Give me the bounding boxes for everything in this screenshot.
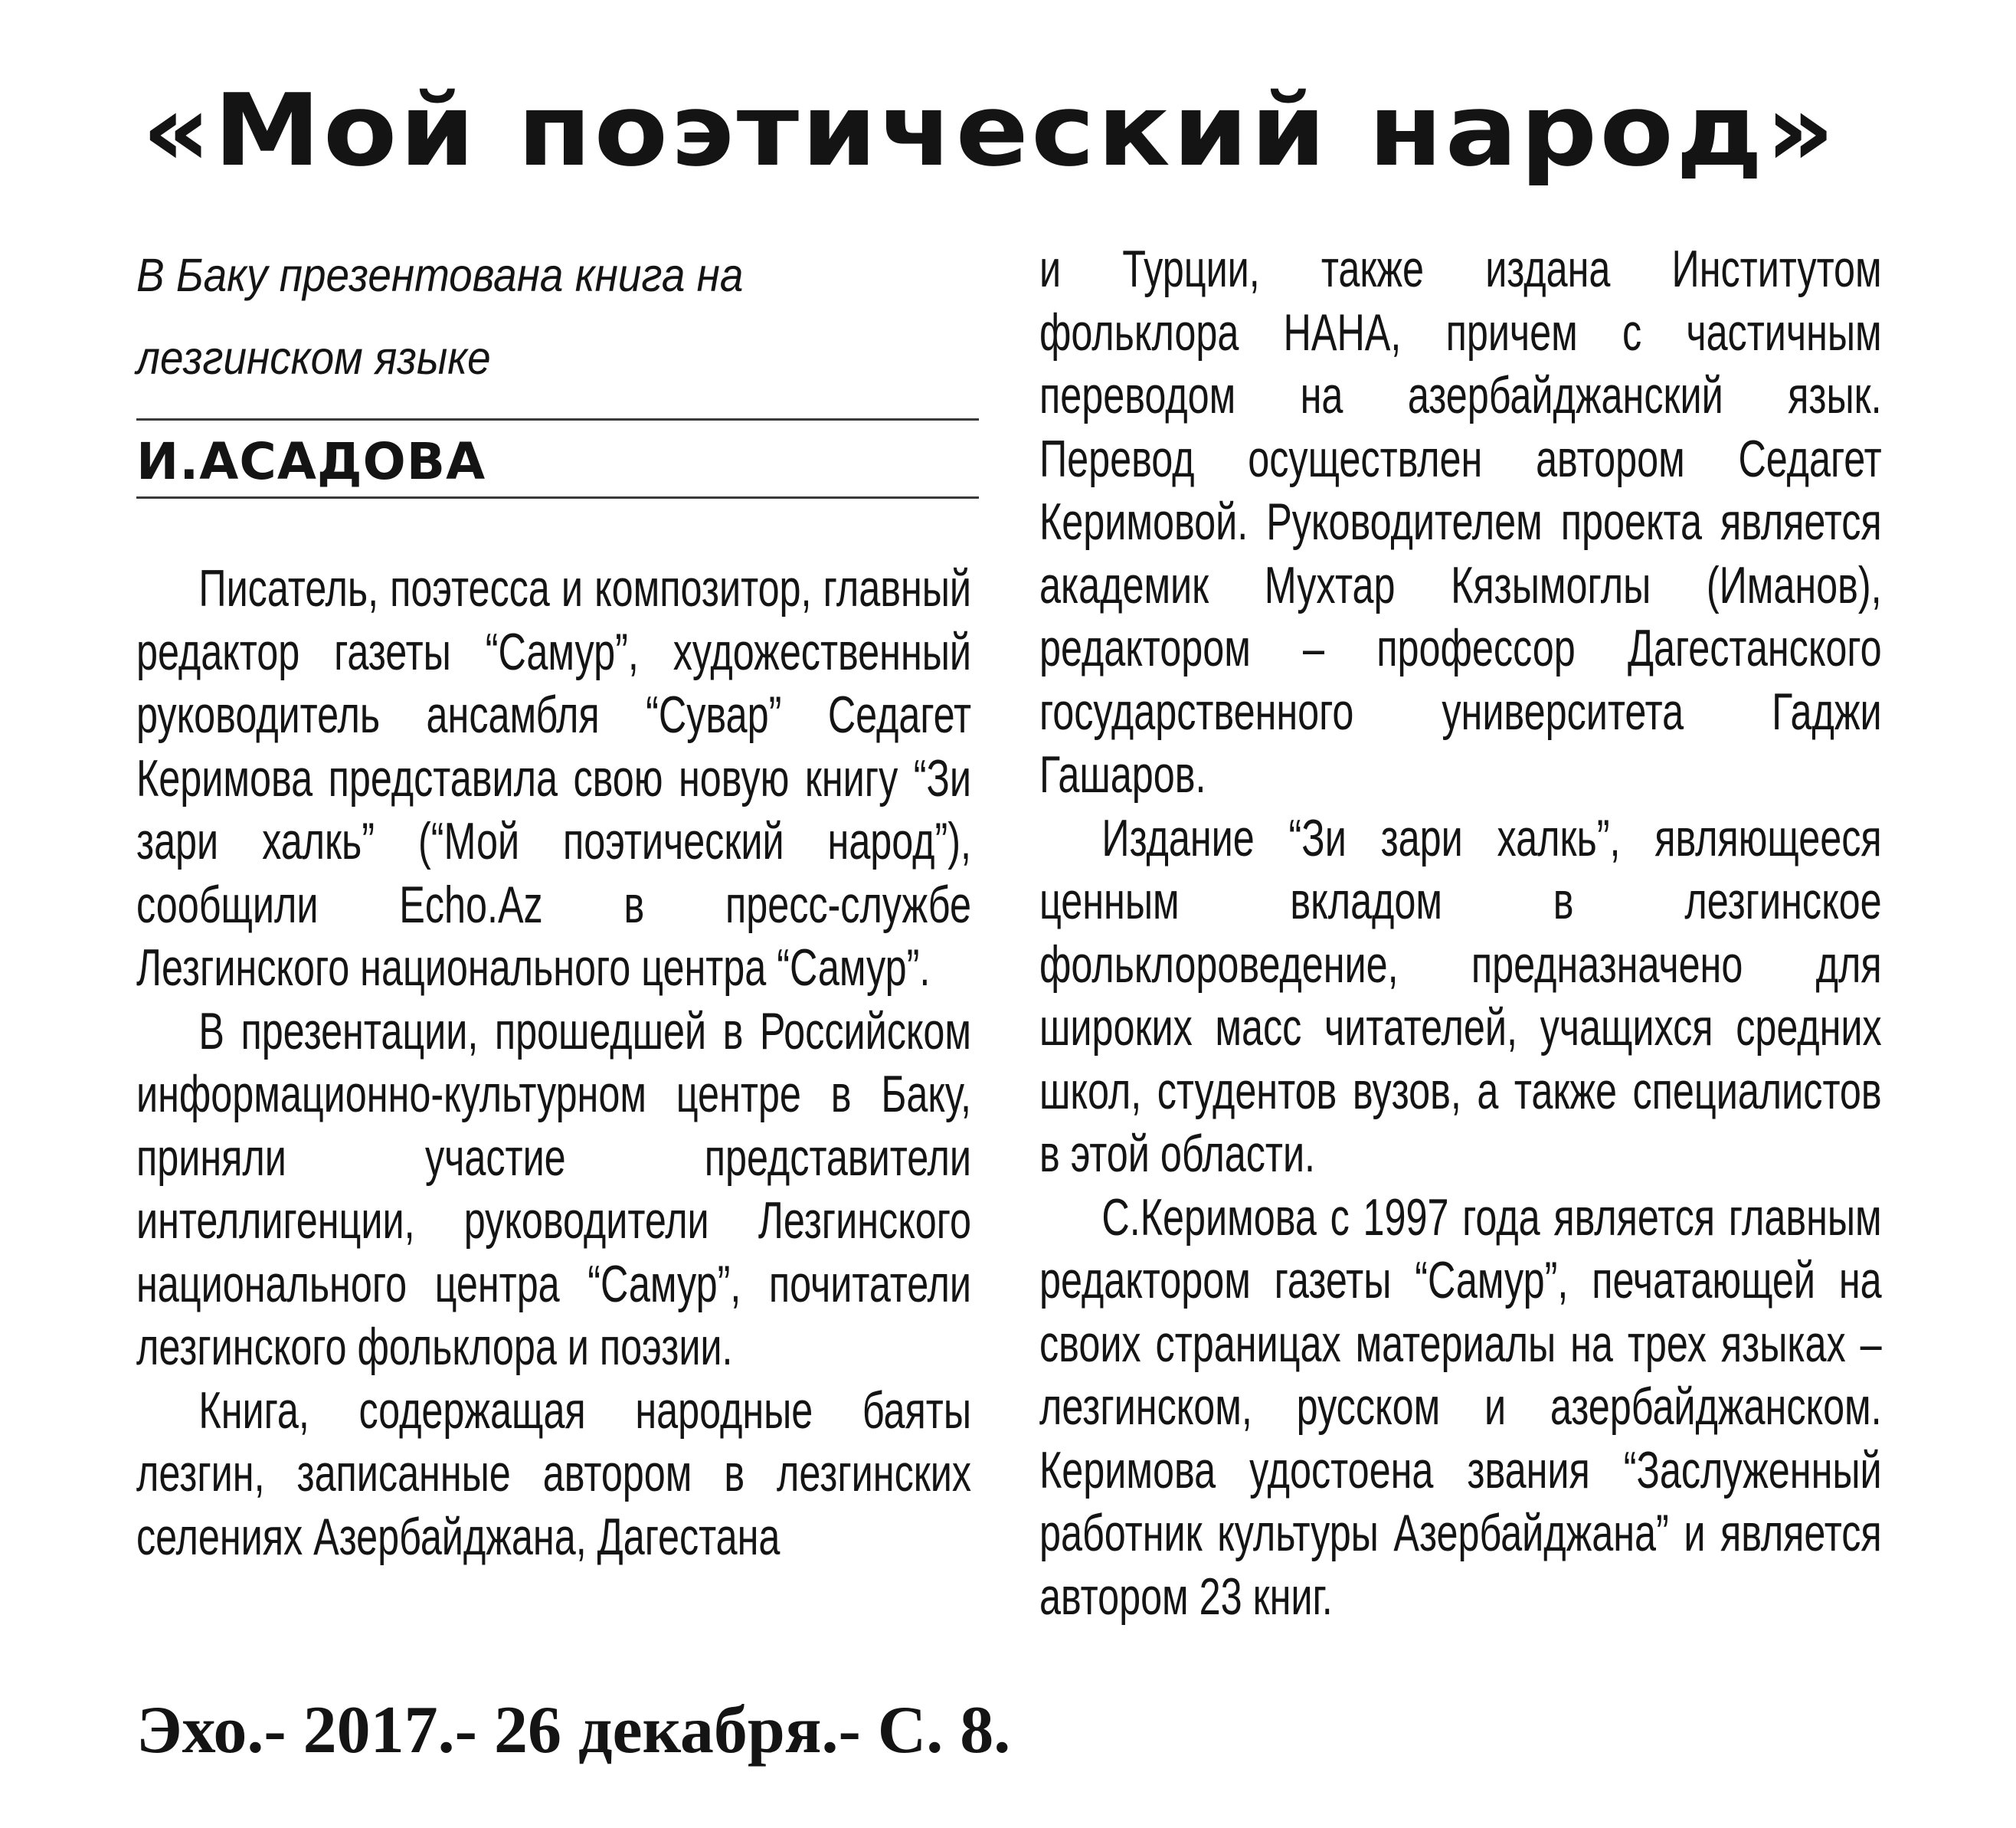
article-paragraph: Писатель, поэтесса и композитор, главный редактор газеты “Самур”, художественный руководитель ансамбля “Сувар” Седагет Керимова представила свою новую книгу “Зи зари халкь” (“Мой поэтический народ”), сообщили Echo.Az в пресс-службе Лезгинского национального центра “Самур”. <box>136 559 972 997</box>
article-paragraph-continued: и Турции, также издана Институтом фольклора НАНА, причем с частичным переводом на азербайджанский язык. Перевод осуществлен автором Седагет Керимовой. Руководителем проекта является академик Мухтар Кязымоглы (Иманов), редактором – профессор Дагестанского государственного университета Гаджи Гашаров. <box>1039 240 1882 804</box>
source-citation: Эхо.- 2017.- 26 декабря.- С. 8. <box>136 1693 1011 1767</box>
article-paragraph: Книга, содержащая народные баяты лезгин, записанные автором в лезгинских селениях Азербайджана, Дагестана <box>136 1381 972 1566</box>
article-headline: «Мой поэтический народ» <box>142 72 1838 188</box>
article-paragraph: С.Керимова с 1997 года является главным редактором газеты “Самур”, печатающей на своих страницах материалы на трех языках – лезгинском, русском и азербайджанском. Керимова удостоена звания “Заслуженный работник культуры Азербайджана” и является автором 23 книг. <box>1039 1188 1882 1626</box>
author-rule-bottom <box>136 496 979 499</box>
article-author: И.АСАДОВА <box>136 432 486 491</box>
author-rule-top <box>136 418 979 421</box>
article-paragraph: Издание “Зи зари халкь”, являющееся ценным вкладом в лезгинское фольклороведение, предназначено для широких масс читателей, учащихся средних школ, студентов вузов, а также специалистов в этой области. <box>1039 808 1882 1183</box>
article-paragraph: В презентации, прошедшей в Российском информационно-культурном центре в Баку, приняли участие представители интеллигенции, руководители Лезгинского национального центра “Самур”, почитатели лезгинского фольклора и поэзии. <box>136 1001 972 1376</box>
article-column-left <box>136 557 971 1568</box>
article-lead: В Баку презентована книга на лезгинском языке <box>136 249 744 384</box>
article-column-right <box>1039 238 1882 1628</box>
